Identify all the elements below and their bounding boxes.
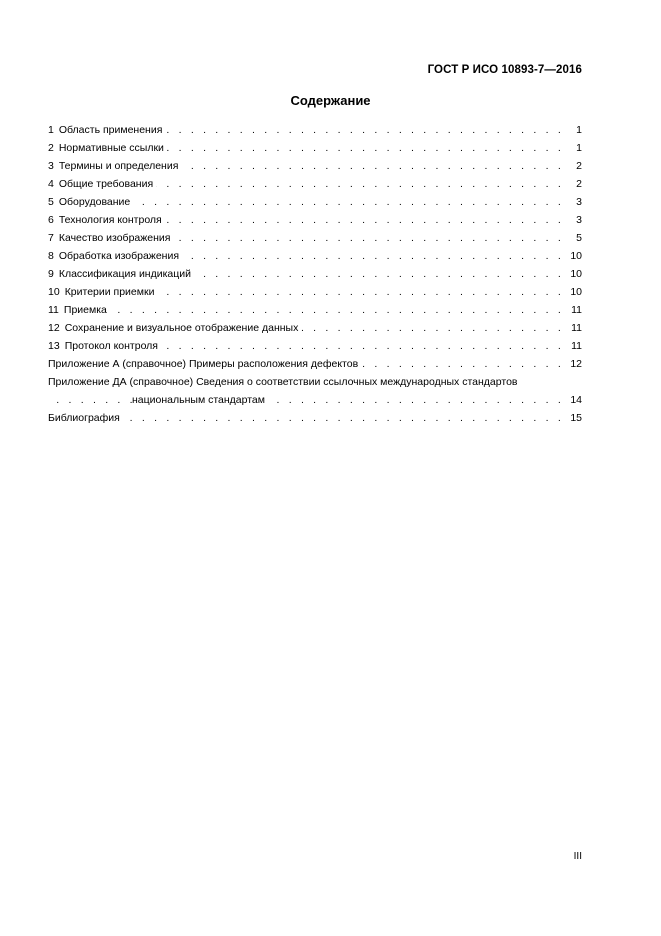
- toc-entry-title: Обработка изображения: [58, 250, 180, 262]
- toc-entry[interactable]: [48, 283, 582, 301]
- toc-entry-page: 14: [567, 391, 582, 409]
- toc-entry-page: 10: [567, 283, 582, 301]
- toc-entry[interactable]: [48, 319, 582, 337]
- toc-entry-page: 11: [568, 337, 582, 355]
- toc-entry-title: Классификация индикаций: [58, 268, 192, 280]
- toc-entry-annex-da[interactable]: [48, 373, 582, 409]
- toc-title: Содержание: [290, 93, 371, 108]
- toc-entry-number: 7: [48, 232, 54, 244]
- toc-entry-number: 10: [48, 286, 60, 298]
- toc-entry-number: 3: [48, 160, 54, 172]
- toc-entry-title: Оборудование: [58, 196, 131, 208]
- toc-entry-page: 15: [567, 409, 582, 427]
- toc-entry-page: 12: [567, 355, 582, 373]
- toc-entry-number: 9: [48, 268, 54, 280]
- toc-entry-title: Приложение ДА (справочное) Сведения о соответствии ссылочных международных стандартов: [48, 376, 518, 388]
- toc-entry[interactable]: [48, 121, 582, 139]
- toc-entry-title-continued: национальным стандартам: [132, 394, 268, 406]
- toc-entry-page: 10: [567, 265, 582, 283]
- toc-entry[interactable]: [48, 301, 582, 319]
- toc-entry[interactable]: [48, 337, 582, 355]
- table-of-contents: [48, 121, 582, 427]
- toc-entry-number: 6: [48, 214, 54, 226]
- toc-entry[interactable]: [48, 193, 582, 211]
- toc-entry[interactable]: [48, 229, 582, 247]
- toc-entry-title: Сохранение и визуальное отображение данных: [64, 322, 299, 334]
- toc-entry-number: 8: [48, 250, 54, 262]
- toc-entry-title: Технология контроля: [58, 214, 162, 226]
- toc-entry-page: 1: [569, 139, 582, 157]
- toc-entry-page: 11: [568, 301, 582, 319]
- toc-entry[interactable]: [48, 211, 582, 229]
- toc-entry-number: 11: [48, 304, 59, 316]
- toc-entry-number: 12: [48, 322, 60, 334]
- toc-entry-page: 2: [569, 157, 582, 175]
- toc-entry-annex-a[interactable]: [48, 355, 582, 373]
- toc-entry-number: 2: [48, 142, 54, 154]
- toc-entry-title: Протокол контроля: [64, 340, 158, 352]
- toc-entry-page: 5: [569, 229, 582, 247]
- toc-entry[interactable]: [48, 265, 582, 283]
- toc-entry-title: Термины и определения: [58, 160, 179, 172]
- toc-entry-page: 3: [569, 211, 582, 229]
- toc-entry-title: Приложение А (справочное) Примеры расположения дефектов: [48, 358, 361, 370]
- document-designation: ГОСТ Р ИСО 10893-7—2016: [427, 64, 582, 76]
- toc-entry-bibliography[interactable]: [48, 409, 582, 427]
- toc-entry-title: Качество изображения: [58, 232, 171, 244]
- toc-entry-page: 2: [569, 175, 582, 193]
- toc-entry-title: Критерии приемки: [64, 286, 155, 298]
- toc-entry-page: 1: [569, 121, 582, 139]
- toc-entry-number: 4: [48, 178, 54, 190]
- toc-entry[interactable]: [48, 247, 582, 265]
- toc-entry-number: 5: [48, 196, 54, 208]
- toc-entry-number: 13: [48, 340, 60, 352]
- toc-entry-title: Общие требования: [58, 178, 154, 190]
- page-number: III: [573, 851, 582, 862]
- toc-entry[interactable]: [48, 139, 582, 157]
- toc-entry-title: Нормативные ссылки: [58, 142, 164, 154]
- toc-entry[interactable]: [48, 157, 582, 175]
- toc-entry[interactable]: [48, 175, 582, 193]
- toc-entry-title: Приемка: [63, 304, 107, 316]
- toc-entry-title: Библиография: [48, 412, 123, 424]
- toc-entry-page: 10: [567, 247, 582, 265]
- toc-entry-title: Область применения: [58, 124, 163, 136]
- toc-entry-page: 11: [568, 319, 582, 337]
- toc-entry-page: 3: [569, 193, 582, 211]
- toc-entry-number: 1: [48, 124, 54, 136]
